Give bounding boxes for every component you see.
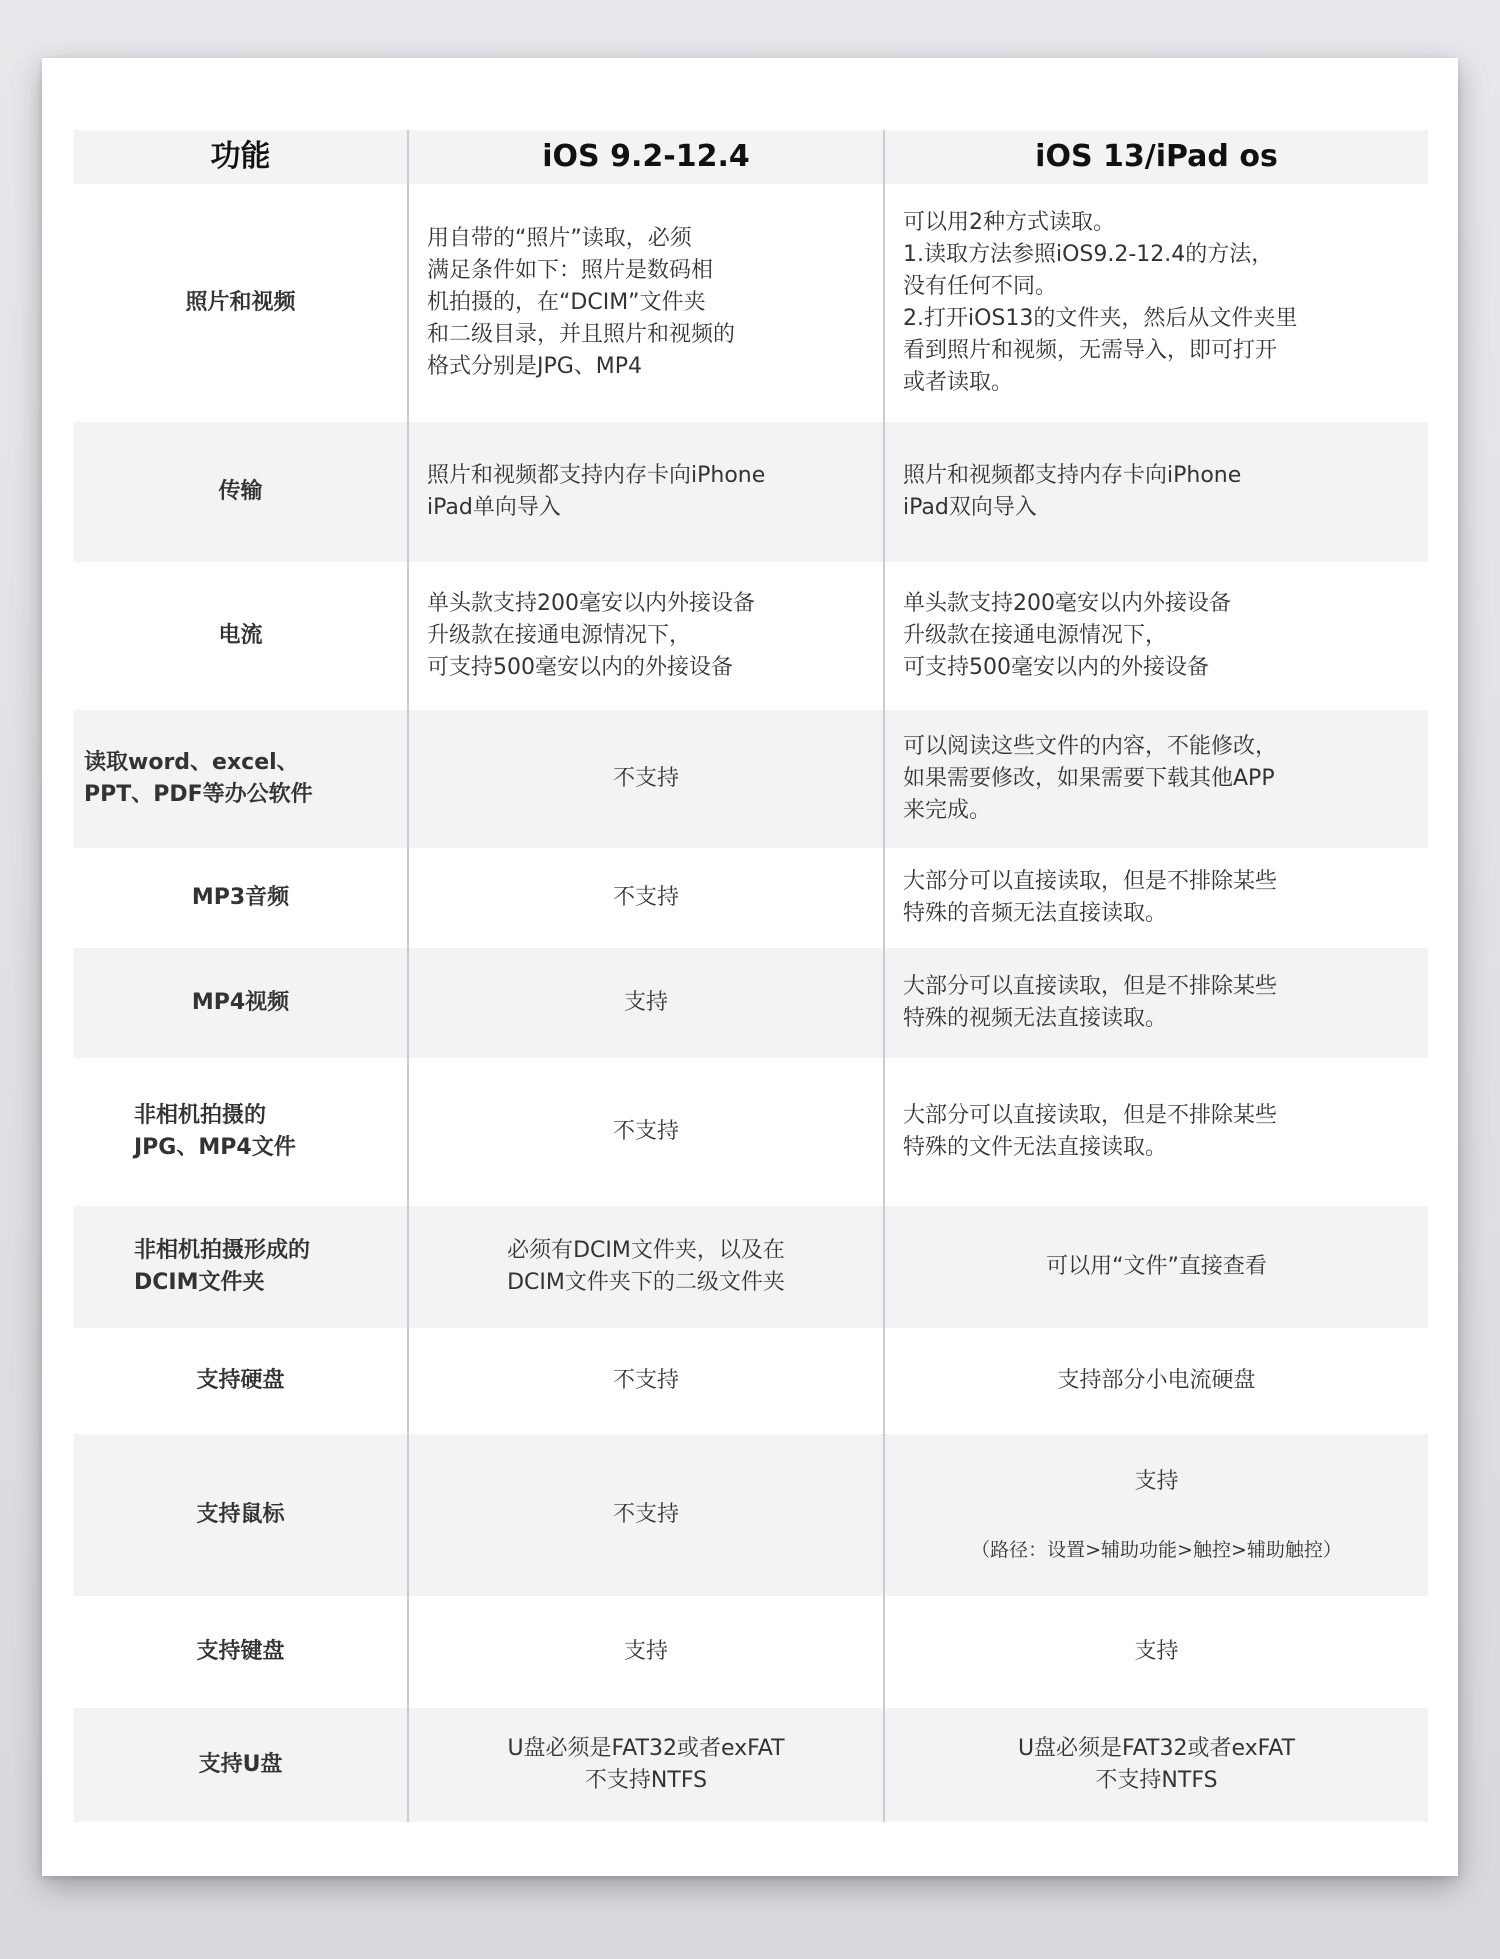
row-ios13-note: （路径：设置>辅助功能>触控>辅助触控） [971, 1539, 1342, 1561]
row-feature: 支持鼠标 [74, 1434, 408, 1596]
row-ios13-value: 可以阅读这些文件的内容，不能修改， 如果需要修改，如果需要下载其他APP 来完成。 [884, 710, 1428, 848]
row-ios13-value: 支持 [884, 1596, 1428, 1708]
row-ios13-main: 支持 [1134, 1469, 1179, 1494]
row-ios9-value: 支持 [408, 948, 884, 1058]
row-ios9-value: 必须有DCIM文件夹，以及在 DCIM文件夹下的二级文件夹 [408, 1206, 884, 1328]
comparison-table [74, 130, 1428, 1822]
table-row [74, 1434, 1428, 1596]
row-feature: MP4视频 [74, 948, 408, 1058]
row-ios9-value: 照片和视频都支持内存卡向iPhone iPad单向导入 [408, 422, 884, 562]
row-feature: 电流 [218, 623, 263, 648]
row-feature: 读取word、excel、 PPT、PDF等办公软件 [74, 710, 408, 848]
table-row [74, 1206, 1428, 1328]
row-feature: 支持键盘 [196, 1639, 285, 1664]
row-feature: 照片和视频 [185, 290, 296, 315]
table-row [74, 1058, 1428, 1206]
row-ios13-value: 可以用2种方式读取。 1.读取方法参照iOS9.2-12.4的方法， 没有任何不同。 2.打开iOS13的文件夹，然后从文件夹里 看到照片和视频，无需导入，即可打开 或者读取。 [884, 184, 1428, 422]
row-feature: 支持硬盘 [196, 1368, 285, 1393]
row-ios9-value: 不支持 [408, 710, 884, 848]
row-ios9-value: 不支持 [408, 1328, 884, 1434]
row-ios13-value: 大部分可以直接读取，但是不排除某些 特殊的音频无法直接读取。 [884, 848, 1428, 948]
row-feature: 传输 [74, 422, 408, 562]
row-ios13-value: U盘必须是FAT32或者exFAT 不支持NTFS [884, 1708, 1428, 1822]
table-row [74, 422, 1428, 562]
row-ios13-value: 照片和视频都支持内存卡向iPhone iPad双向导入 [884, 422, 1428, 562]
row-ios13-value: 单头款支持200毫安以内外接设备 升级款在接通电源情况下， 可支持500毫安以内的外接设备 [884, 562, 1428, 710]
row-ios9-value: 单头款支持200毫安以内外接设备 升级款在接通电源情况下， 可支持500毫安以内的外接设备 [408, 562, 884, 710]
row-ios9-value: 支持 [408, 1596, 884, 1708]
table-row [74, 184, 1428, 422]
row-ios9-value: 不支持 [408, 848, 884, 948]
comparison-card [42, 58, 1458, 1876]
table-row [74, 710, 1428, 848]
header-feature: 功能 [74, 130, 408, 184]
row-ios9-value: 不支持 [408, 1058, 884, 1206]
table-row [74, 562, 1428, 710]
row-ios13-value [884, 1434, 1428, 1596]
row-feature: 支持U盘 [74, 1708, 408, 1822]
table-row [74, 848, 1428, 948]
table-row [74, 1708, 1428, 1822]
row-ios9-value: 用自带的“照片”读取，必须 满足条件如下：照片是数码相 机拍摄的，在“DCIM”文件夹 和二级目录，并且照片和视频的 格式分别是JPG、MP4 [408, 184, 884, 422]
row-ios13-value: 大部分可以直接读取，但是不排除某些 特殊的视频无法直接读取。 [884, 948, 1428, 1058]
row-ios13-value: 可以用“文件”直接查看 [884, 1206, 1428, 1328]
row-ios9-value: 不支持 [408, 1434, 884, 1596]
row-ios13-value: 支持部分小电流硬盘 [884, 1328, 1428, 1434]
row-feature: 非相机拍摄的 JPG、MP4文件 [134, 1103, 296, 1160]
row-feature: 非相机拍摄形成的 DCIM文件夹 [74, 1206, 408, 1328]
table-row [74, 948, 1428, 1058]
table-row [74, 1328, 1428, 1434]
table-header-row [74, 130, 1428, 184]
table-row [74, 1596, 1428, 1708]
row-ios9-value: U盘必须是FAT32或者exFAT 不支持NTFS [408, 1708, 884, 1822]
row-feature: MP3音频 [191, 885, 290, 910]
row-ios13-value: 大部分可以直接读取，但是不排除某些 特殊的文件无法直接读取。 [884, 1058, 1428, 1206]
header-ios13: iOS 13/iPad os [884, 130, 1428, 184]
header-ios9: iOS 9.2-12.4 [408, 130, 884, 184]
